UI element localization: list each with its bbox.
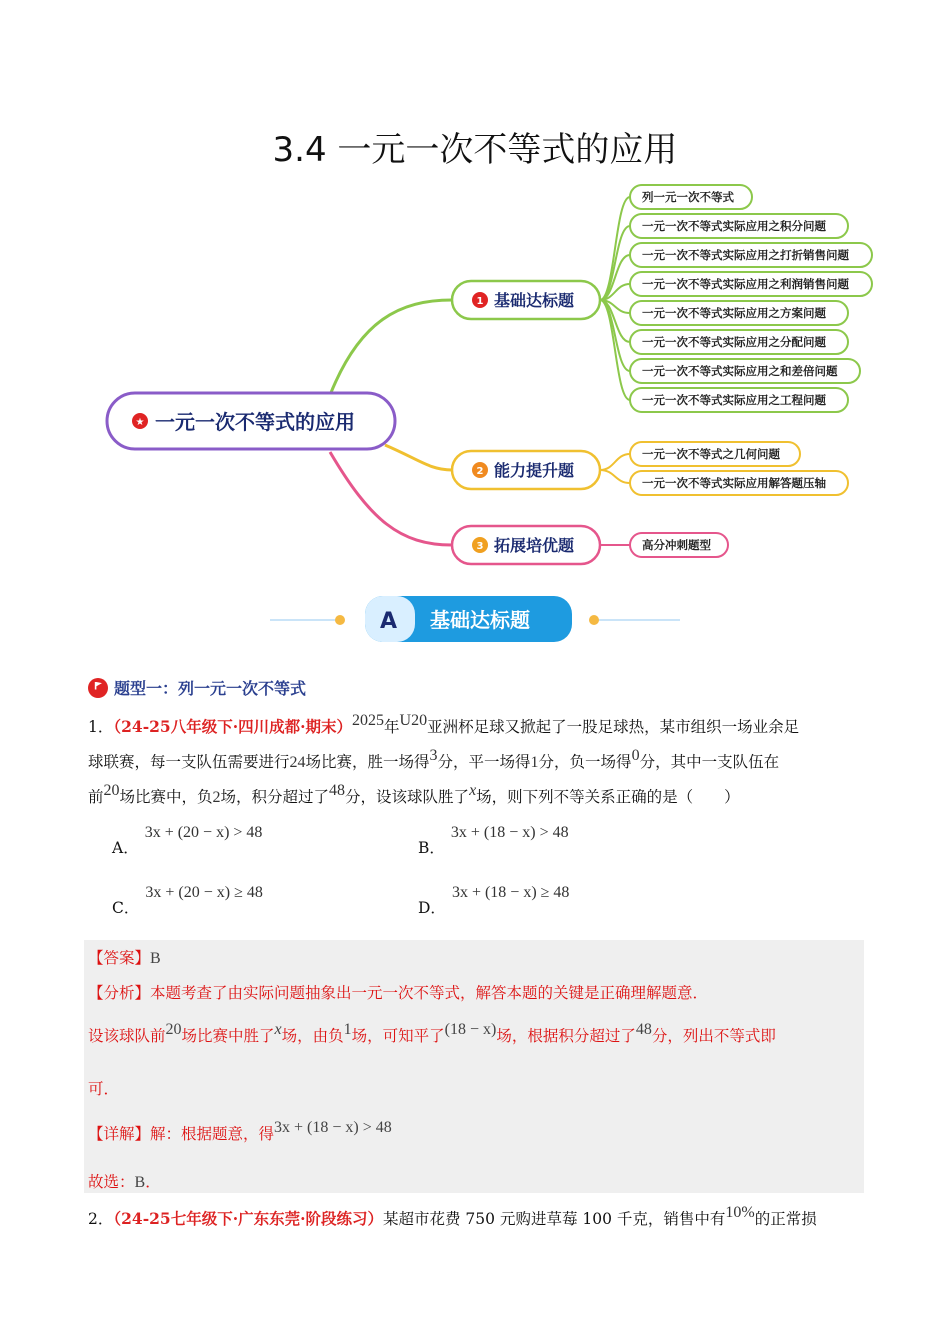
answer-line: 【答案】B — [88, 949, 161, 967]
question-source: （24-25八年级下·四川成都·期末） — [113, 717, 352, 736]
branch-label-3: 拓展培优题 — [494, 536, 575, 555]
leaf-label: 高分冲刺题型 — [642, 538, 711, 552]
question-source: （24-25七年级下·广东东莞·阶段练习） — [113, 1209, 383, 1228]
connector-branch-2 — [385, 445, 452, 470]
detail-line: 【详解】解：根据题意，得3x + (18 − x) > 48 — [88, 1119, 392, 1143]
branch-label-2: 能力提升题 — [494, 461, 575, 480]
question-type-heading: 题型一：列一元一次不等式 — [88, 676, 306, 699]
leaf-label: 一元一次不等式实际应用之工程问题 — [642, 393, 826, 407]
leaf-label: 一元一次不等式实际应用之利润销售问题 — [642, 277, 849, 291]
leaf-label: 一元一次不等式实际应用之打折销售问题 — [642, 248, 849, 262]
option-d[interactable]: D． 3x + (18 − x) ≥ 48 — [418, 884, 570, 917]
leaf-label: 一元一次不等式实际应用解答题压轴 — [642, 476, 826, 490]
leaf-label: 一元一次不等式实际应用之方案问题 — [642, 306, 826, 320]
flag-icon — [88, 678, 108, 698]
banner-letter: A — [380, 609, 398, 634]
banner-label: 基础达标题 — [430, 608, 530, 632]
leaf-label: 一元一次不等式之几何问题 — [642, 447, 780, 461]
question-1: 1．（24-25八年级下·四川成都·期末）2025年U20亚洲杯足球又掀起了一股足球热，某市组织一场业余足 球联赛，每一支队伍需要进行24场比赛，胜一场得3分，平一场得1分，负一场得0分，其中一支队伍在 前20场比赛中，负2场，积分超过了48分，设该球队胜了x场，则下列不等关系正确的是（ ） — [88, 712, 800, 806]
option-c[interactable]: C． 3x + (20 − x) ≥ 48 — [112, 884, 263, 917]
leaf-label: 一元一次不等式实际应用之和差倍问题 — [642, 364, 838, 378]
leaf-label: 列一元一次不等式 — [642, 190, 734, 204]
section-banner — [0, 590, 950, 650]
branch-label-1: 基础达标题 — [494, 291, 575, 310]
leaf-label: 一元一次不等式实际应用之分配问题 — [642, 335, 826, 349]
analysis-end: 可． — [88, 1080, 120, 1098]
option-a[interactable]: A． 3x + (20 − x) > 48 — [112, 824, 263, 857]
mind-map — [0, 180, 950, 580]
leaf-label: 一元一次不等式实际应用之积分问题 — [642, 219, 826, 233]
root-label: 一元一次不等式的应用 — [155, 410, 355, 434]
analysis-detail: 设该球队前20场比赛中胜了x场，由负1场，可知平了(18 − x)场，根据积分超过了48分，列出不等式即 — [88, 1021, 776, 1045]
choose-line: 故选：B． — [88, 1173, 161, 1191]
connector-branch-1 — [330, 300, 452, 395]
svg-text:3: 3 — [476, 541, 484, 552]
analysis-line: 【分析】本题考查了由实际问题抽象出一元一次不等式，解答本题的关键是正确理解题意． — [88, 984, 709, 1002]
option-b[interactable]: B． 3x + (18 − x) > 48 — [418, 824, 569, 857]
answer-box — [84, 940, 864, 1193]
question-2: 2．（24-25七年级下·广东东莞·阶段练习）某超市花费 750 元购进草莓 100 千克，销售中有10%的正常损 — [88, 1204, 817, 1228]
page-title: 3.4 一元一次不等式的应用 — [272, 130, 678, 170]
svg-text:★: ★ — [135, 417, 145, 428]
svg-text:1: 1 — [476, 296, 484, 307]
svg-text:2: 2 — [476, 466, 484, 477]
